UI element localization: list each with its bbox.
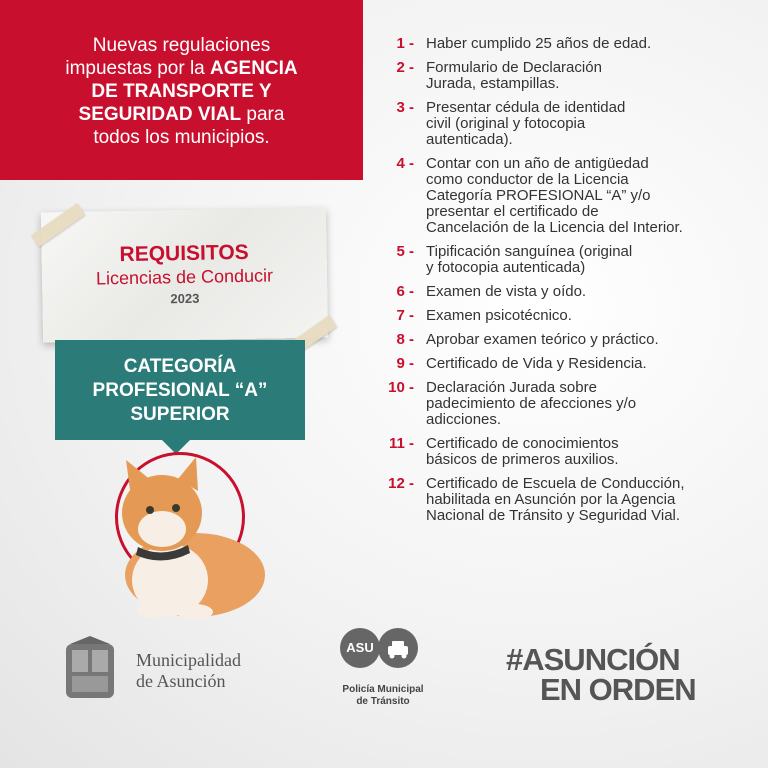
requirement-text-line: Nacional de Tránsito y Seguridad Vial. [426,507,681,524]
asu-badge: ASU [340,628,380,668]
requirement-text-line: básicos de primeros auxilios. [426,451,619,468]
banner-line-2: impuestas por la AGENCIA [65,58,298,79]
requirement-text [426,36,760,52]
banner-line-5: todos los municipios. [93,127,270,148]
requirement-text-line: adicciones. [426,411,502,428]
requirement-text-line: Contar con un año de antigüedad [426,155,649,172]
requirements-note-card [41,208,328,343]
cat-mascot-image [100,455,270,620]
police-logo [328,628,438,718]
requirement-number: 6 - [396,283,414,300]
municipality-logo [62,636,262,706]
requirement-text [426,156,760,236]
requirement-text-line: Jurada, estampillas. [426,75,560,92]
coat-of-arms-icon [62,636,118,704]
requirement-text [426,100,760,148]
requirement-text-line: presentar el certificado de [426,203,599,220]
requirement-text-line: y fotocopia autenticada) [426,259,586,276]
requirement-text [426,332,760,348]
requirement-text-line: Certificado de Vida y Residencia. [426,355,647,372]
requirement-item [380,476,760,524]
requirement-number: 1 - [396,35,414,52]
police-car-icon [378,628,418,668]
requirement-text [426,356,760,372]
header-banner [0,0,363,180]
requirement-item [380,244,760,276]
requirement-text-line: Tipificación sanguínea (original [426,243,633,260]
banner-line-4: SEGURIDAD VIAL para [78,104,285,125]
requirements-year: 2023 [170,290,200,307]
requirement-text [426,476,760,524]
requirements-title: REQUISITOS [119,240,249,267]
requirement-number: 8 - [396,331,414,348]
municipality-name-line-2: de Asunción [136,671,226,691]
requirement-item [380,36,760,52]
requirement-item [380,100,760,148]
requirement-item [380,436,760,468]
hashtag-logo [506,642,716,707]
requirement-text-line: Declaración Jurada sobre [426,379,597,396]
category-line-1: CATEGORÍA [123,356,237,377]
requirement-text-line: civil (original y fotocopia [426,115,586,132]
requirements-subtitle: Licencias de Conducir [95,265,274,289]
requirement-number: 7 - [396,307,414,324]
police-caption-line-1: Policía Municipal [342,684,424,695]
requirement-text-line: como conductor de la Licencia [426,171,629,188]
requirement-text-line: Examen de vista y oído. [426,283,587,300]
requirement-number: 2 - [396,59,414,76]
requirement-number: 3 - [396,99,414,116]
requirement-item [380,332,760,348]
requirement-text-line: Certificado de conocimientos [426,435,619,452]
category-line-3: SUPERIOR [130,404,230,425]
requirement-text [426,308,760,324]
requirement-text-line: Certificado de Escuela de Conducción, [426,475,685,492]
requirement-text-line: Aprobar examen teórico y práctico. [426,331,659,348]
requirement-text-line: Examen psicotécnico. [426,307,572,324]
requirement-text-line: Formulario de Declaración [426,59,602,76]
category-line-2: PROFESIONAL “A” [92,380,268,401]
requirement-number: 11 - [388,435,414,452]
requirement-text-line: autenticada). [426,131,513,148]
hashtag-line-2: EN ORDEN [540,672,696,707]
requirement-text [426,380,760,428]
banner-line-1: Nuevas regulaciones [92,35,271,56]
requirement-text [426,244,760,276]
requirement-text-line: Presentar cédula de identidad [426,99,626,116]
requirement-text [426,284,760,300]
requirement-number: 5 - [396,243,414,260]
hashtag-line-1: #ASUNCIÓN [506,642,680,677]
municipality-name-line-1: Municipalidad [136,650,241,670]
requirement-text-line: Cancelación de la Licencia del Interior. [426,219,683,236]
police-caption-line-2: de Tránsito [356,696,410,707]
requirement-item [380,308,760,324]
requirement-text-line: padecimiento de afecciones y/o [426,395,637,412]
requirement-text-line: Categoría PROFESIONAL “A” y/o [426,187,651,204]
requirement-number: 10 - [388,379,414,396]
requirement-text [426,60,760,92]
requirement-item [380,60,760,92]
requirement-number: 9 - [396,355,414,372]
requirement-text-line: Haber cumplido 25 años de edad. [426,35,652,52]
requirement-item [380,284,760,300]
requirement-text [426,436,760,468]
category-banner [55,340,305,440]
requirement-item [380,380,760,428]
requirement-item [380,356,760,372]
requirement-item [380,156,760,236]
requirement-number: 4 - [396,155,414,172]
requirement-number: 12 - [388,475,414,492]
requirements-list [380,36,760,524]
banner-line-3: DE TRANSPORTE Y [91,81,272,102]
requirement-text-line: habilitada en Asunción por la Agencia [426,491,676,508]
